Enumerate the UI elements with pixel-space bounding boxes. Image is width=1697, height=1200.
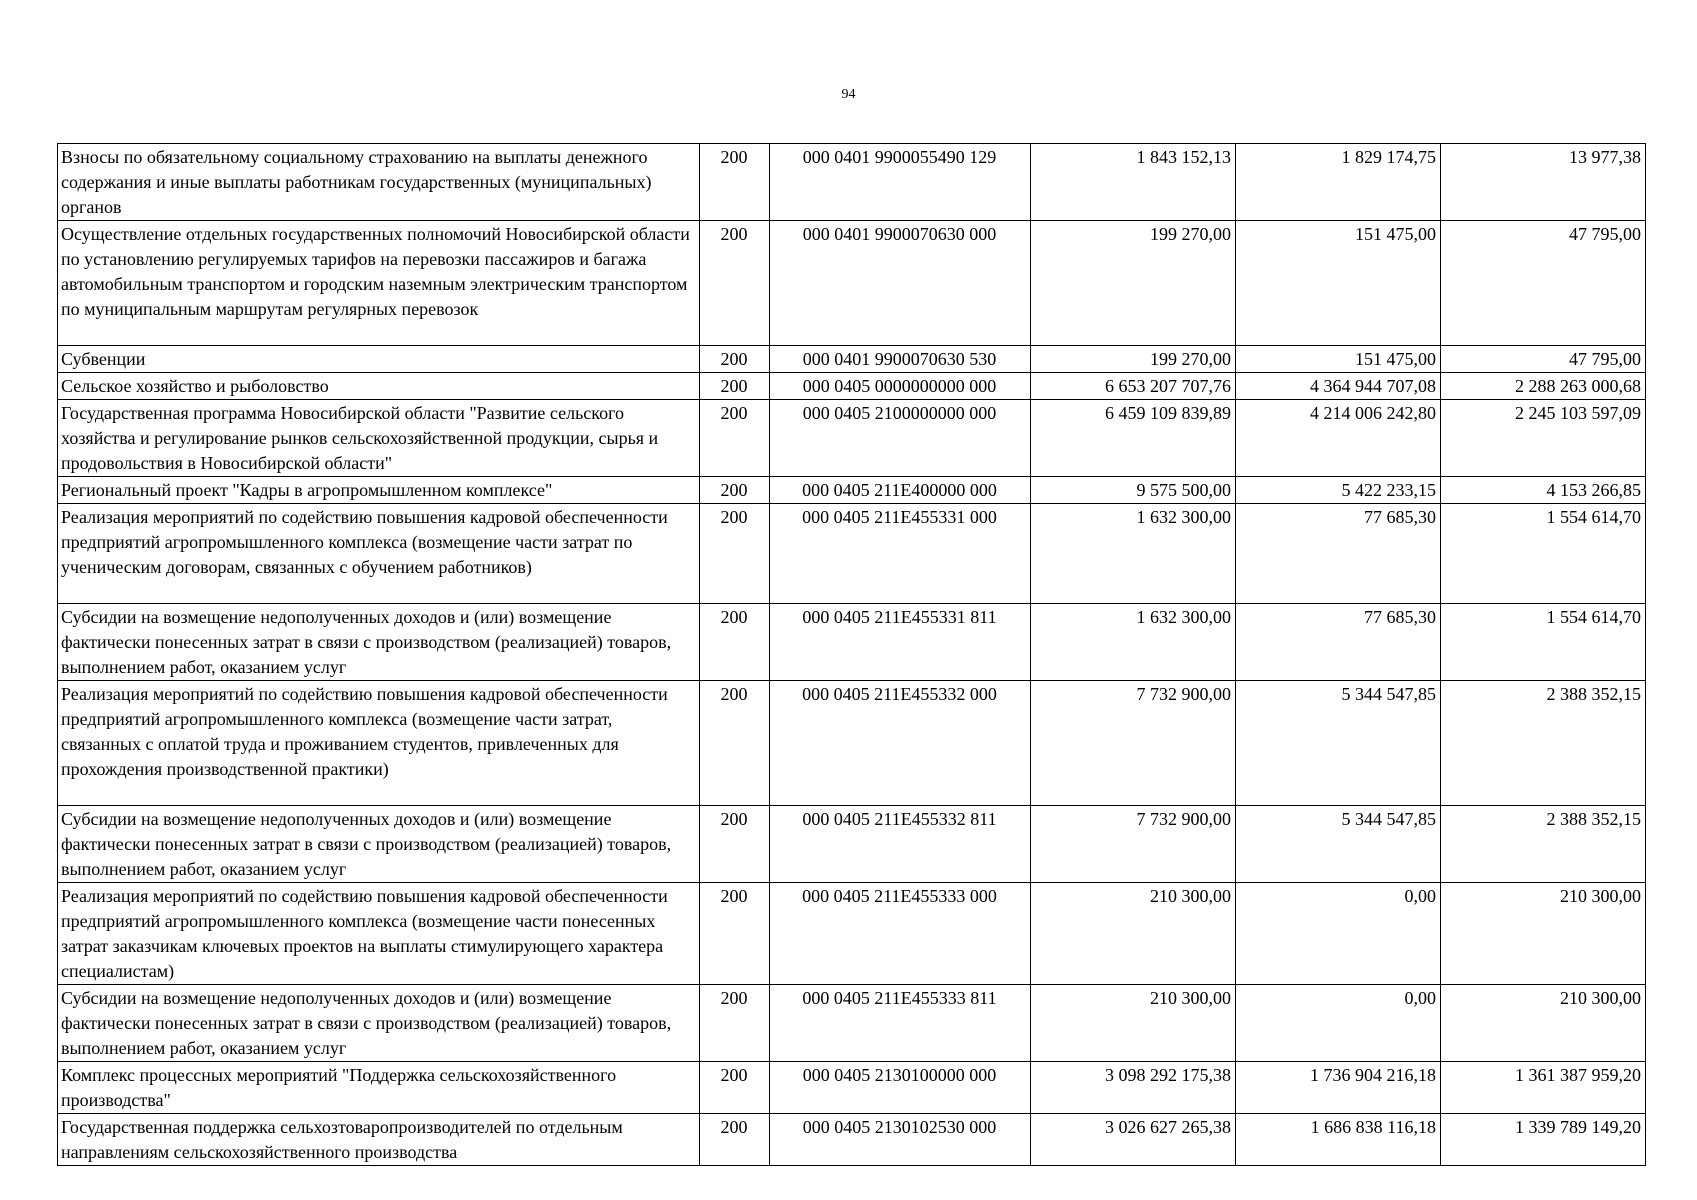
remainder-amount-cell: 1 339 789 149,20 [1441,1114,1646,1166]
remainder-amount-cell: 2 245 103 597,09 [1441,400,1646,477]
expense-name-cell: Реализация мероприятий по содействию повышения кадровой обеспеченности предприятий агропромышленного комплекса (возмещение части затрат по ученическим договорам, связанных с обучением работников) [58,504,700,604]
planned-amount-cell: 3 026 627 265,38 [1031,1114,1236,1166]
page-number: 94 [841,87,856,102]
classification-code-cell: 000 0401 9900070630 530 [770,346,1031,373]
remainder-amount-cell: 1 554 614,70 [1441,604,1646,681]
admin-code-cell: 200 [700,806,770,883]
executed-amount-cell: 0,00 [1236,985,1441,1062]
classification-code-cell: 000 0405 211E400000 000 [770,477,1031,504]
admin-code-cell: 200 [700,477,770,504]
classification-code-cell: 000 0405 211E455331 000 [770,504,1031,604]
table-row [58,144,1646,221]
planned-amount-cell: 6 653 207 707,76 [1031,373,1236,400]
table-row [58,604,1646,681]
executed-amount-cell: 77 685,30 [1236,504,1441,604]
executed-amount-cell: 1 686 838 116,18 [1236,1114,1441,1166]
classification-code-cell: 000 0405 2130102530 000 [770,1114,1031,1166]
admin-code-cell: 200 [700,985,770,1062]
admin-code-cell: 200 [700,400,770,477]
expense-name-cell: Реализация мероприятий по содействию повышения кадровой обеспеченности предприятий агропромышленного комплекса (возмещение части затрат, связанных с оплатой труда и проживанием студентов, привлеченных для прохождения производственной практики) [58,681,700,806]
executed-amount-cell: 0,00 [1236,883,1441,985]
expense-name-cell: Субвенции [58,346,700,373]
executed-amount-cell: 151 475,00 [1236,346,1441,373]
table-row [58,1062,1646,1114]
executed-amount-cell: 1 829 174,75 [1236,144,1441,221]
admin-code-cell: 200 [700,1062,770,1114]
classification-code-cell: 000 0405 2130100000 000 [770,1062,1031,1114]
executed-amount-cell: 4 214 006 242,80 [1236,400,1441,477]
remainder-amount-cell: 13 977,38 [1441,144,1646,221]
admin-code-cell: 200 [700,346,770,373]
classification-code-cell: 000 0405 211E455333 000 [770,883,1031,985]
executed-amount-cell: 4 364 944 707,08 [1236,373,1441,400]
table-row [58,477,1646,504]
classification-code-cell: 000 0405 0000000000 000 [770,373,1031,400]
remainder-amount-cell: 2 388 352,15 [1441,806,1646,883]
expense-name-cell: Субсидии на возмещение недополученных доходов и (или) возмещение фактически понесенных затрат в связи с производством (реализацией) товаров, выполнением работ, оказанием услуг [58,985,700,1062]
table-row [58,806,1646,883]
expense-name-cell: Государственная поддержка сельхозтоваропроизводителей по отдельным направлениям сельскохозяйственного производства [58,1114,700,1166]
table-row [58,883,1646,985]
table-row [58,346,1646,373]
table-row [58,504,1646,604]
expense-name-cell: Сельское хозяйство и рыболовство [58,373,700,400]
planned-amount-cell: 1 632 300,00 [1031,504,1236,604]
remainder-amount-cell: 1 361 387 959,20 [1441,1062,1646,1114]
planned-amount-cell: 3 098 292 175,38 [1031,1062,1236,1114]
planned-amount-cell: 210 300,00 [1031,985,1236,1062]
admin-code-cell: 200 [700,883,770,985]
admin-code-cell: 200 [700,1114,770,1166]
classification-code-cell: 000 0401 9900055490 129 [770,144,1031,221]
expense-name-cell: Субсидии на возмещение недополученных доходов и (или) возмещение фактически понесенных затрат в связи с производством (реализацией) товаров, выполнением работ, оказанием услуг [58,604,700,681]
admin-code-cell: 200 [700,144,770,221]
executed-amount-cell: 77 685,30 [1236,604,1441,681]
expense-name-cell: Осуществление отдельных государственных полномочий Новосибирской области по установлению регулируемых тарифов на перевозки пассажиров и багажа автомобильным транспортом и городским наземным электрическим транспортом по муниципальным маршрутам регулярных перевозок [58,221,700,346]
expense-name-cell: Взносы по обязательному социальному страхованию на выплаты денежного содержания и иные выплаты работникам государственных (муниципальных) органов [58,144,700,221]
expense-name-cell: Государственная программа Новосибирской области "Развитие сельского хозяйства и регулирование рынков сельскохозяйственной продукции, сырья и продовольствия в Новосибирской области" [58,400,700,477]
remainder-amount-cell: 47 795,00 [1441,346,1646,373]
classification-code-cell: 000 0405 211E455331 811 [770,604,1031,681]
table-row [58,373,1646,400]
classification-code-cell: 000 0405 211E455333 811 [770,985,1031,1062]
admin-code-cell: 200 [700,373,770,400]
classification-code-cell: 000 0405 2100000000 000 [770,400,1031,477]
remainder-amount-cell: 210 300,00 [1441,883,1646,985]
expense-name-cell: Реализация мероприятий по содействию повышения кадровой обеспеченности предприятий агропромышленного комплекса (возмещение части понесенных затрат заказчикам ключевых проектов на выплаты стимулирующего характера специалистам) [58,883,700,985]
admin-code-cell: 200 [700,221,770,346]
planned-amount-cell: 210 300,00 [1031,883,1236,985]
planned-amount-cell: 9 575 500,00 [1031,477,1236,504]
table-row [58,681,1646,806]
planned-amount-cell: 1 843 152,13 [1031,144,1236,221]
budget-execution-table [57,143,1646,1166]
table-row [58,221,1646,346]
table-row [58,400,1646,477]
planned-amount-cell: 1 632 300,00 [1031,604,1236,681]
classification-code-cell: 000 0405 211E455332 000 [770,681,1031,806]
planned-amount-cell: 7 732 900,00 [1031,806,1236,883]
admin-code-cell: 200 [700,504,770,604]
planned-amount-cell: 6 459 109 839,89 [1031,400,1236,477]
planned-amount-cell: 7 732 900,00 [1031,681,1236,806]
admin-code-cell: 200 [700,681,770,806]
remainder-amount-cell: 210 300,00 [1441,985,1646,1062]
executed-amount-cell: 1 736 904 216,18 [1236,1062,1441,1114]
classification-code-cell: 000 0405 211E455332 811 [770,806,1031,883]
expense-name-cell: Комплекс процессных мероприятий "Поддержка сельскохозяйственного производства" [58,1062,700,1114]
classification-code-cell: 000 0401 9900070630 000 [770,221,1031,346]
expense-name-cell: Субсидии на возмещение недополученных доходов и (или) возмещение фактически понесенных затрат в связи с производством (реализацией) товаров, выполнением работ, оказанием услуг [58,806,700,883]
table-row [58,985,1646,1062]
remainder-amount-cell: 47 795,00 [1441,221,1646,346]
table-body [58,144,1646,1166]
remainder-amount-cell: 1 554 614,70 [1441,504,1646,604]
admin-code-cell: 200 [700,604,770,681]
remainder-amount-cell: 2 388 352,15 [1441,681,1646,806]
remainder-amount-cell: 2 288 263 000,68 [1441,373,1646,400]
planned-amount-cell: 199 270,00 [1031,221,1236,346]
executed-amount-cell: 5 344 547,85 [1236,806,1441,883]
table-row [58,1114,1646,1166]
expense-name-cell: Региональный проект "Кадры в агропромышленном комплексе" [58,477,700,504]
remainder-amount-cell: 4 153 266,85 [1441,477,1646,504]
planned-amount-cell: 199 270,00 [1031,346,1236,373]
executed-amount-cell: 5 422 233,15 [1236,477,1441,504]
executed-amount-cell: 151 475,00 [1236,221,1441,346]
executed-amount-cell: 5 344 547,85 [1236,681,1441,806]
